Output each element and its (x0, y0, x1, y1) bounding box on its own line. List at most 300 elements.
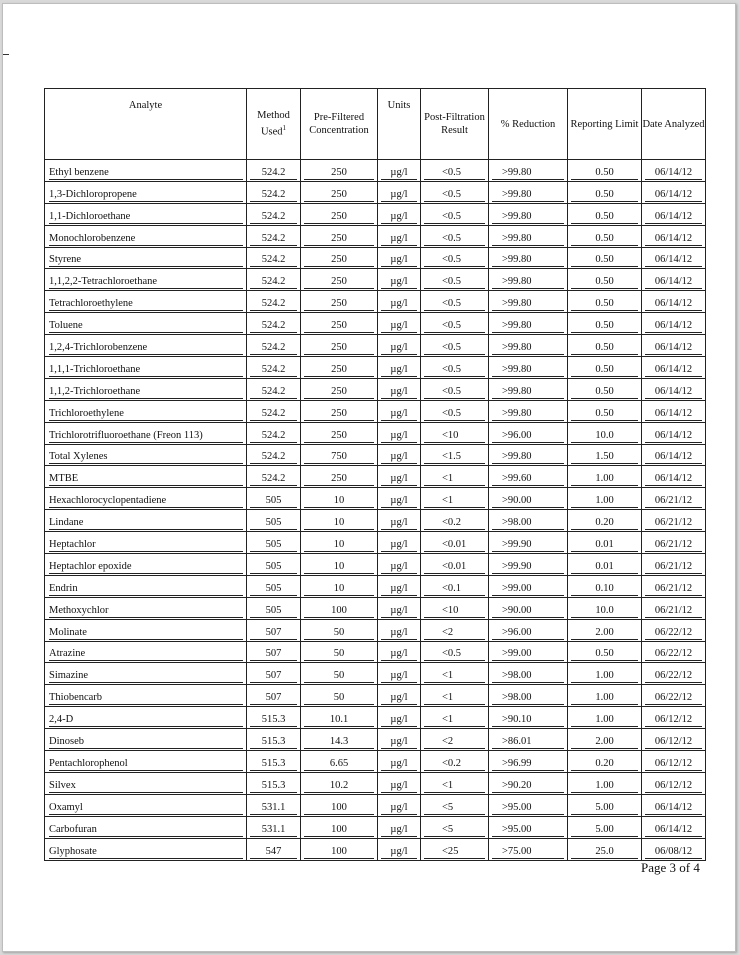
cell-reporting-limit (568, 378, 642, 400)
cell-post-filtration (421, 663, 489, 685)
cell-reduction (489, 203, 568, 225)
cell-reporting-limit (568, 247, 642, 269)
cell-reporting-limit (568, 335, 642, 357)
cell-value: µg/l (381, 802, 417, 815)
cell-value: 0.50 (571, 386, 638, 399)
header-method (247, 89, 301, 160)
cell-value: >90.20 (492, 780, 564, 793)
cell-method (247, 335, 301, 357)
cell-post-filtration (421, 335, 489, 357)
cell-date-analyzed (642, 422, 706, 444)
cell-units (378, 466, 421, 488)
cell-reduction (489, 422, 568, 444)
cell-date-analyzed (642, 466, 706, 488)
cell-value: Ethyl benzene (49, 167, 243, 180)
cell-analyte (45, 335, 247, 357)
cell-reporting-limit (568, 422, 642, 444)
cell-value: 0.50 (571, 298, 638, 311)
cell-value: 0.01 (571, 539, 638, 552)
cell-value: Pentachlorophenol (49, 758, 243, 771)
cell-date-analyzed (642, 619, 706, 641)
cell-reduction (489, 313, 568, 335)
cell-value: >99.80 (492, 233, 564, 246)
cell-value: 0.50 (571, 320, 638, 333)
cell-value: 06/12/12 (645, 736, 702, 749)
cell-method (247, 751, 301, 773)
cell-reporting-limit (568, 225, 642, 247)
cell-value: <1 (424, 714, 485, 727)
cell-value: 2.00 (571, 736, 638, 749)
cell-value: Toluene (49, 320, 243, 333)
cell-reduction (489, 444, 568, 466)
cell-value: µg/l (381, 451, 417, 464)
cell-value: Thiobencarb (49, 692, 243, 705)
cell-post-filtration (421, 816, 489, 838)
cell-method (247, 816, 301, 838)
header-reporting-limit: Reporting Limit (568, 89, 642, 160)
cell-reporting-limit (568, 729, 642, 751)
cell-value: 250 (304, 189, 374, 202)
cell-analyte (45, 554, 247, 576)
cell-units (378, 597, 421, 619)
cell-pre-filtered (301, 794, 378, 816)
cell-reduction (489, 247, 568, 269)
cell-reduction (489, 510, 568, 532)
cell-reduction (489, 751, 568, 773)
cell-value: Lindane (49, 517, 243, 530)
cell-value: µg/l (381, 736, 417, 749)
cell-value: 100 (304, 802, 374, 815)
cell-post-filtration (421, 488, 489, 510)
cell-pre-filtered (301, 729, 378, 751)
cell-method (247, 641, 301, 663)
cell-units (378, 707, 421, 729)
cell-analyte (45, 181, 247, 203)
cell-method (247, 554, 301, 576)
cell-method (247, 313, 301, 335)
cell-value: 06/22/12 (645, 692, 702, 705)
cell-date-analyzed (642, 685, 706, 707)
cell-post-filtration (421, 247, 489, 269)
cell-value: µg/l (381, 583, 417, 596)
cell-value: <1 (424, 780, 485, 793)
cell-units (378, 291, 421, 313)
cell-value: 507 (250, 692, 297, 705)
cell-analyte (45, 378, 247, 400)
table-row (45, 181, 706, 203)
cell-analyte (45, 707, 247, 729)
cell-value: 524.2 (250, 408, 297, 421)
cell-post-filtration (421, 269, 489, 291)
cell-value: 10 (304, 583, 374, 596)
cell-value: 0.20 (571, 517, 638, 530)
header-date-analyzed: Date Analyzed (642, 89, 706, 160)
header-post-filtration: Post-Filtration Result (421, 89, 489, 160)
cell-units (378, 554, 421, 576)
cell-value: 507 (250, 648, 297, 661)
cell-reduction (489, 838, 568, 860)
cell-units (378, 816, 421, 838)
cell-value: <0.5 (424, 189, 485, 202)
cell-value: 1.00 (571, 692, 638, 705)
cell-value: 250 (304, 473, 374, 486)
cell-value: 06/14/12 (645, 342, 702, 355)
cell-post-filtration (421, 838, 489, 860)
cell-value: 06/14/12 (645, 430, 702, 443)
cell-pre-filtered (301, 400, 378, 422)
cell-value: µg/l (381, 605, 417, 618)
cell-method (247, 729, 301, 751)
cell-value: µg/l (381, 167, 417, 180)
cell-value: 10 (304, 495, 374, 508)
cell-value: <0.01 (424, 539, 485, 552)
cell-value: >99.90 (492, 561, 564, 574)
cell-value: 250 (304, 254, 374, 267)
cell-method (247, 772, 301, 794)
cell-reduction (489, 685, 568, 707)
cell-value: 0.50 (571, 211, 638, 224)
cell-reporting-limit (568, 160, 642, 182)
cell-units (378, 313, 421, 335)
cell-units (378, 663, 421, 685)
table-row (45, 378, 706, 400)
cell-value: 50 (304, 692, 374, 705)
cell-value: >99.60 (492, 473, 564, 486)
cell-value: Monochlorobenzene (49, 233, 243, 246)
cell-value: 06/14/12 (645, 298, 702, 311)
cell-analyte (45, 729, 247, 751)
cell-value: 06/21/12 (645, 539, 702, 552)
cell-reduction (489, 707, 568, 729)
cell-value: >96.00 (492, 430, 564, 443)
table-row (45, 160, 706, 182)
cell-date-analyzed (642, 729, 706, 751)
cell-post-filtration (421, 772, 489, 794)
cell-value: µg/l (381, 342, 417, 355)
cell-post-filtration (421, 554, 489, 576)
table-row (45, 291, 706, 313)
cell-analyte (45, 641, 247, 663)
cell-value: 2.00 (571, 627, 638, 640)
cell-value: µg/l (381, 189, 417, 202)
cell-value: Total Xylenes (49, 451, 243, 464)
cell-value: Oxamyl (49, 802, 243, 815)
cell-post-filtration (421, 400, 489, 422)
cell-reporting-limit (568, 466, 642, 488)
cell-value: 505 (250, 561, 297, 574)
cell-value: µg/l (381, 430, 417, 443)
cell-reporting-limit (568, 510, 642, 532)
cell-reduction (489, 378, 568, 400)
cell-value: >75.00 (492, 846, 564, 859)
cell-value: 10.0 (571, 430, 638, 443)
cell-reporting-limit (568, 685, 642, 707)
cell-value: 10.2 (304, 780, 374, 793)
cell-value: <0.5 (424, 342, 485, 355)
cell-value: 1,1,1-Trichloroethane (49, 364, 243, 377)
cell-method (247, 160, 301, 182)
cell-value: <0.5 (424, 408, 485, 421)
cell-value: 515.3 (250, 758, 297, 771)
cell-value: 515.3 (250, 780, 297, 793)
cell-value: µg/l (381, 408, 417, 421)
cell-value: 10.1 (304, 714, 374, 727)
cell-analyte (45, 203, 247, 225)
cell-date-analyzed (642, 357, 706, 379)
cell-reporting-limit (568, 400, 642, 422)
cell-value: <0.5 (424, 167, 485, 180)
cell-pre-filtered (301, 225, 378, 247)
cell-units (378, 203, 421, 225)
cell-post-filtration (421, 291, 489, 313)
cell-units (378, 357, 421, 379)
cell-value: 1,1-Dichloroethane (49, 211, 243, 224)
cell-pre-filtered (301, 554, 378, 576)
cell-reduction (489, 575, 568, 597)
cell-pre-filtered (301, 510, 378, 532)
table-row (45, 751, 706, 773)
cell-value: 1.00 (571, 670, 638, 683)
cell-value: 524.2 (250, 430, 297, 443)
cell-date-analyzed (642, 378, 706, 400)
header-method-footnote: 1 (282, 124, 287, 133)
cell-units (378, 794, 421, 816)
cell-method (247, 291, 301, 313)
cell-pre-filtered (301, 422, 378, 444)
table-row (45, 816, 706, 838)
cell-method (247, 510, 301, 532)
cell-value: Heptachlor (49, 539, 243, 552)
cell-value: 06/12/12 (645, 780, 702, 793)
header-analyte: Analyte (45, 89, 247, 160)
cell-value: Atrazine (49, 648, 243, 661)
cell-value: 524.2 (250, 211, 297, 224)
cell-pre-filtered (301, 488, 378, 510)
cell-value: 1,1,2,2-Tetrachloroethane (49, 276, 243, 289)
cell-reporting-limit (568, 575, 642, 597)
cell-value: µg/l (381, 692, 417, 705)
cell-analyte (45, 247, 247, 269)
cell-value: 524.2 (250, 167, 297, 180)
cell-value: 0.50 (571, 342, 638, 355)
cell-value: <0.5 (424, 211, 485, 224)
cell-value: 06/14/12 (645, 386, 702, 399)
cell-value: 06/14/12 (645, 364, 702, 377)
table-row (45, 269, 706, 291)
table-row (45, 554, 706, 576)
table-row (45, 466, 706, 488)
cell-value: 06/14/12 (645, 320, 702, 333)
table-row (45, 838, 706, 860)
cell-pre-filtered (301, 575, 378, 597)
cell-value: 524.2 (250, 473, 297, 486)
cell-post-filtration (421, 597, 489, 619)
cell-reporting-limit (568, 488, 642, 510)
cell-value: 100 (304, 846, 374, 859)
cell-value: 1.50 (571, 451, 638, 464)
page-number: Page 3 of 4 (641, 860, 700, 875)
cell-value: MTBE (49, 473, 243, 486)
cell-value: Heptachlor epoxide (49, 561, 243, 574)
cell-date-analyzed (642, 510, 706, 532)
cell-value: Tetrachloroethylene (49, 298, 243, 311)
cell-method (247, 707, 301, 729)
cell-method (247, 619, 301, 641)
cell-method (247, 181, 301, 203)
cell-post-filtration (421, 641, 489, 663)
cell-value: <25 (424, 846, 485, 859)
cell-analyte (45, 291, 247, 313)
cell-value: 524.2 (250, 233, 297, 246)
cell-units (378, 532, 421, 554)
cell-value: 0.50 (571, 276, 638, 289)
cell-reduction (489, 400, 568, 422)
cell-units (378, 247, 421, 269)
cell-value: <1.5 (424, 451, 485, 464)
cell-analyte (45, 816, 247, 838)
cell-value: 06/21/12 (645, 583, 702, 596)
cell-value: 505 (250, 605, 297, 618)
cell-pre-filtered (301, 160, 378, 182)
cell-pre-filtered (301, 357, 378, 379)
cell-value: 524.2 (250, 386, 297, 399)
cell-reduction (489, 532, 568, 554)
table-row (45, 203, 706, 225)
cell-method (247, 575, 301, 597)
cell-date-analyzed (642, 247, 706, 269)
cell-date-analyzed (642, 335, 706, 357)
cell-value: 524.2 (250, 342, 297, 355)
cell-value: Molinate (49, 627, 243, 640)
cell-value: 1.00 (571, 714, 638, 727)
cell-value: <0.5 (424, 320, 485, 333)
cell-post-filtration (421, 444, 489, 466)
cell-date-analyzed (642, 816, 706, 838)
cell-value: Endrin (49, 583, 243, 596)
cell-method (247, 247, 301, 269)
cell-value: <0.5 (424, 386, 485, 399)
cell-value: µg/l (381, 670, 417, 683)
cell-reporting-limit (568, 707, 642, 729)
cell-value: >90.00 (492, 605, 564, 618)
cell-pre-filtered (301, 269, 378, 291)
cell-method (247, 378, 301, 400)
cell-analyte (45, 225, 247, 247)
cell-value: >99.80 (492, 276, 564, 289)
cell-value: <1 (424, 495, 485, 508)
table-body (45, 160, 706, 861)
cell-post-filtration (421, 619, 489, 641)
cell-value: 06/14/12 (645, 802, 702, 815)
cell-date-analyzed (642, 291, 706, 313)
cell-value: 06/12/12 (645, 758, 702, 771)
cell-reporting-limit (568, 291, 642, 313)
table-row (45, 707, 706, 729)
cell-value: 250 (304, 320, 374, 333)
cell-value: 06/14/12 (645, 189, 702, 202)
cell-value: µg/l (381, 320, 417, 333)
cell-method (247, 532, 301, 554)
cell-value: 505 (250, 583, 297, 596)
cell-analyte (45, 357, 247, 379)
cell-reduction (489, 269, 568, 291)
cell-value: 507 (250, 670, 297, 683)
cell-pre-filtered (301, 619, 378, 641)
cell-value: Hexachlorocyclopentadiene (49, 495, 243, 508)
cell-method (247, 400, 301, 422)
cell-method (247, 203, 301, 225)
cell-value: 06/14/12 (645, 233, 702, 246)
cell-value: Silvex (49, 780, 243, 793)
cell-value: 50 (304, 670, 374, 683)
cell-units (378, 838, 421, 860)
cell-value: >98.00 (492, 692, 564, 705)
cell-value: <0.2 (424, 517, 485, 530)
cell-value: 06/22/12 (645, 670, 702, 683)
cell-value: 0.50 (571, 233, 638, 246)
cell-method (247, 422, 301, 444)
cell-post-filtration (421, 422, 489, 444)
cell-value: >96.00 (492, 627, 564, 640)
cell-value: µg/l (381, 211, 417, 224)
cell-pre-filtered (301, 838, 378, 860)
cell-value: >99.00 (492, 583, 564, 596)
cell-value: µg/l (381, 364, 417, 377)
cell-method (247, 225, 301, 247)
table-row (45, 225, 706, 247)
cell-value: Methoxychlor (49, 605, 243, 618)
cell-method (247, 838, 301, 860)
analyte-results-table (44, 88, 706, 861)
cell-reporting-limit (568, 816, 642, 838)
cell-reporting-limit (568, 641, 642, 663)
cell-units (378, 269, 421, 291)
cell-value: >86.01 (492, 736, 564, 749)
cell-value: <0.01 (424, 561, 485, 574)
cell-date-analyzed (642, 794, 706, 816)
cell-value: 100 (304, 824, 374, 837)
cell-post-filtration (421, 729, 489, 751)
cell-value: 06/21/12 (645, 495, 702, 508)
cell-analyte (45, 838, 247, 860)
cell-method (247, 269, 301, 291)
cell-analyte (45, 444, 247, 466)
cell-post-filtration (421, 707, 489, 729)
cell-reduction (489, 181, 568, 203)
cell-value: 1.00 (571, 780, 638, 793)
cell-analyte (45, 685, 247, 707)
cell-pre-filtered (301, 751, 378, 773)
cell-date-analyzed (642, 554, 706, 576)
cell-analyte (45, 663, 247, 685)
cell-analyte (45, 510, 247, 532)
cell-value: 524.2 (250, 298, 297, 311)
cell-value: 0.01 (571, 561, 638, 574)
cell-value: 505 (250, 539, 297, 552)
cell-method (247, 685, 301, 707)
cell-reduction (489, 225, 568, 247)
cell-value: 10 (304, 539, 374, 552)
cell-value: 0.50 (571, 167, 638, 180)
cell-reporting-limit (568, 751, 642, 773)
cell-value: 06/14/12 (645, 824, 702, 837)
cell-value: 250 (304, 167, 374, 180)
table-row (45, 247, 706, 269)
cell-reporting-limit (568, 772, 642, 794)
cell-reporting-limit (568, 313, 642, 335)
cell-reduction (489, 357, 568, 379)
cell-value: >99.80 (492, 298, 564, 311)
